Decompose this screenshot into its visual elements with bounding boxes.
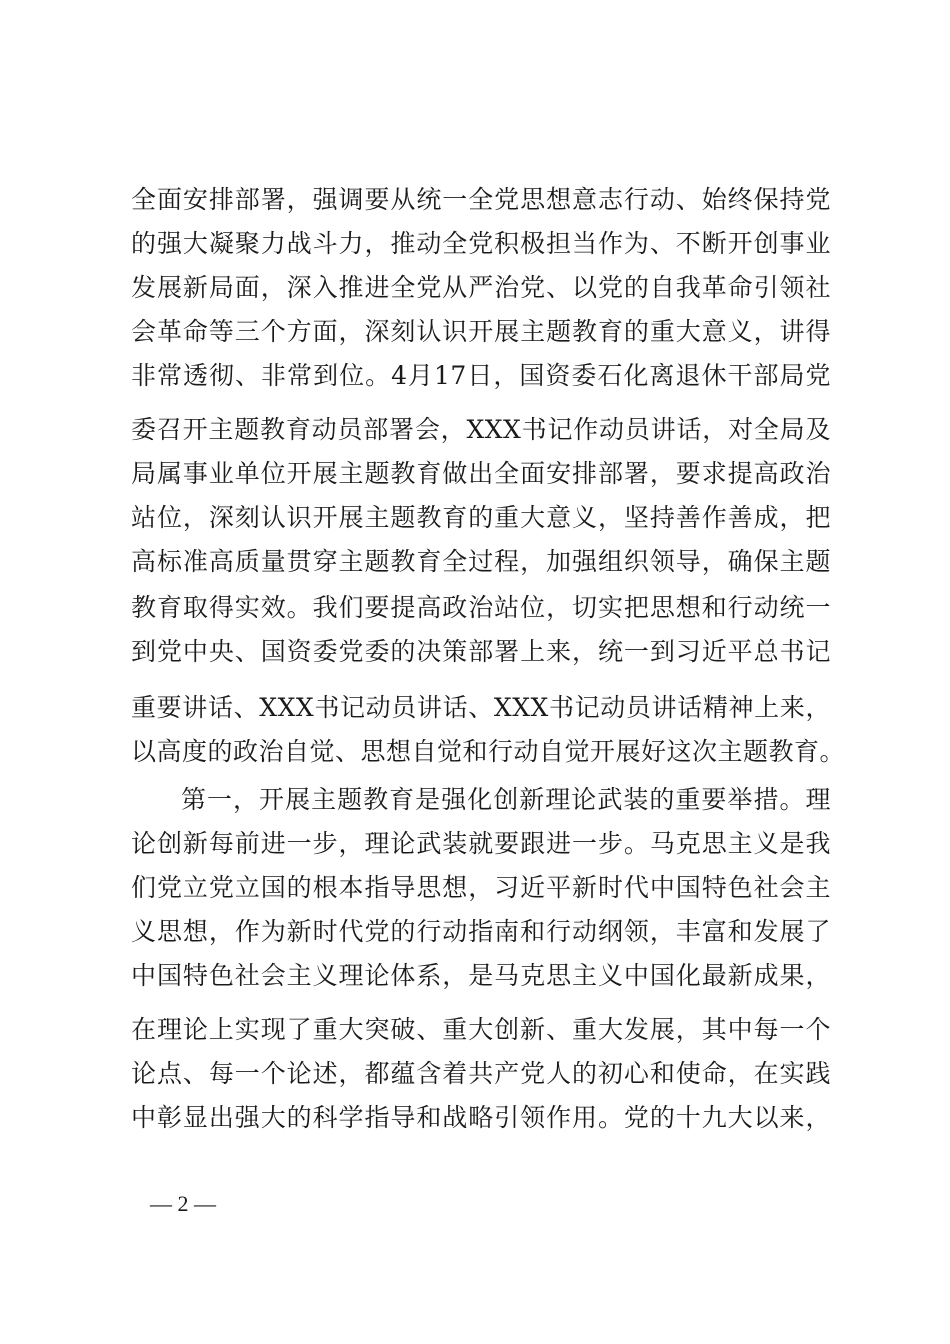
text-line: 的强大凝聚力战斗力，推动全党积极担当作为、不断开创事业 xyxy=(131,229,831,258)
text-line: 委召开主题教育动员部署会，XXX书记作动员讲话，对全局及 xyxy=(131,415,831,444)
text-line: 以高度的政治自觉、思想自觉和行动自觉开展好这次主题教育。 xyxy=(131,737,846,766)
text-line: 义思想，作为新时代党的行动指南和行动纲领，丰富和发展了 xyxy=(131,917,831,946)
text-line: 第一，开展主题教育是强化创新理论武装的重要举措。理 xyxy=(181,785,831,814)
text-line: 中彰显出强大的科学指导和战略引领作用。党的十九大以来， xyxy=(131,1103,831,1132)
page-number: — 2 — xyxy=(150,1191,216,1216)
text-line: 站位，深刻认识开展主题教育的重大意义，坚持善作善成，把 xyxy=(131,503,831,532)
text-line: 论点、每一个论述，都蕴含着共产党人的初心和使命，在实践 xyxy=(131,1059,831,1088)
text-line: 教育取得实效。我们要提高政治站位，切实把思想和行动统一 xyxy=(131,593,831,622)
text-line: 在理论上实现了重大突破、重大创新、重大发展，其中每一个 xyxy=(131,1015,831,1044)
text-line: 中国特色社会主义理论体系，是马克思主义中国化最新成果， xyxy=(131,961,831,990)
text-line: 到党中央、国资委党委的决策部署上来，统一到习近平总书记 xyxy=(131,637,831,666)
text-line: 全面安排部署，强调要从统一全党思想意志行动、始终保持党 xyxy=(131,185,831,214)
text-line: 重要讲话、XXX书记动员讲话、XXX书记动员讲话精神上来， xyxy=(131,693,831,722)
text-line: 发展新局面，深入推进全党从严治党、以党的自我革命引领社 xyxy=(131,273,831,302)
text-line: 会革命等三个方面，深刻认识开展主题教育的重大意义，讲得 xyxy=(131,317,831,346)
text-line: 局属事业单位开展主题教育做出全面安排部署，要求提高政治 xyxy=(131,459,831,488)
text-line: 非常透彻、非常到位。4月17日，国资委石化离退休干部局党 xyxy=(131,361,831,390)
text-line: 高标准高质量贯穿主题教育全过程，加强组织领导，确保主题 xyxy=(131,547,831,576)
text-line: 们党立党立国的根本指导思想，习近平新时代中国特色社会主 xyxy=(131,873,831,902)
text-line: 论创新每前进一步，理论武装就要跟进一步。马克思主义是我 xyxy=(131,829,831,858)
